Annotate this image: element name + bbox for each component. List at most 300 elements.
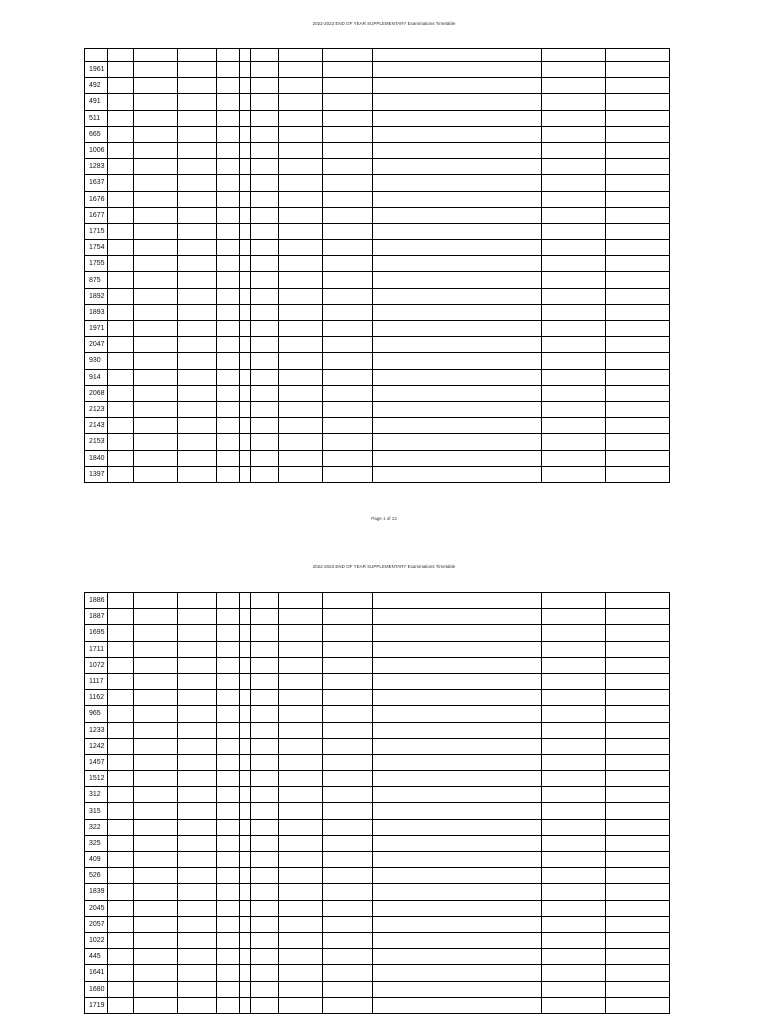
course-id-cell: 1971 (85, 321, 108, 337)
table-cell (134, 673, 178, 689)
table-cell (134, 401, 178, 417)
table-cell (240, 142, 251, 158)
table-cell (217, 900, 240, 916)
table-cell (217, 207, 240, 223)
table-cell (606, 641, 670, 657)
table-cell (606, 738, 670, 754)
table-cell (279, 434, 323, 450)
table-cell (178, 771, 217, 787)
course-id-cell: 1754 (85, 240, 108, 256)
table-cell (108, 353, 134, 369)
table-cell (323, 738, 373, 754)
table-cell (240, 997, 251, 1013)
table-cell (240, 932, 251, 948)
table-cell (323, 110, 373, 126)
table-cell (373, 738, 542, 754)
table-row (85, 256, 670, 272)
table-cell (217, 401, 240, 417)
table-cell (240, 223, 251, 239)
table-cell (323, 434, 373, 450)
table-cell (251, 321, 279, 337)
table-cell (542, 657, 606, 673)
table-cell (178, 288, 217, 304)
table-row (85, 142, 670, 158)
table-cell (373, 690, 542, 706)
table-cell (178, 593, 217, 609)
table-cell (542, 868, 606, 884)
table-cell (178, 62, 217, 78)
table-cell (217, 884, 240, 900)
table-cell (373, 401, 542, 417)
table-cell (240, 706, 251, 722)
table-cell (240, 94, 251, 110)
table-cell (217, 803, 240, 819)
table-cell (279, 916, 323, 932)
table-cell (251, 369, 279, 385)
table-row (85, 401, 670, 417)
course-id-cell: 409 (85, 852, 108, 868)
table-cell (134, 207, 178, 223)
table-cell (108, 673, 134, 689)
table-cell (240, 272, 251, 288)
course-id-cell: 1839 (85, 884, 108, 900)
table-row (85, 272, 670, 288)
table-cell (217, 625, 240, 641)
table-cell (134, 159, 178, 175)
table-cell (108, 369, 134, 385)
table-cell (108, 207, 134, 223)
table-cell (108, 401, 134, 417)
table-cell (240, 949, 251, 965)
course-id-cell: 1887 (85, 609, 108, 625)
table-cell (178, 965, 217, 981)
table-row (85, 673, 670, 689)
table-cell (240, 49, 251, 62)
table-row (85, 369, 670, 385)
table-cell (279, 223, 323, 239)
table-cell (542, 916, 606, 932)
table-cell (251, 884, 279, 900)
table-cell (178, 609, 217, 625)
table-cell (178, 803, 217, 819)
table-cell (134, 787, 178, 803)
table-row (85, 835, 670, 851)
table-cell (542, 450, 606, 466)
table-row (85, 852, 670, 868)
table-cell (217, 690, 240, 706)
table-cell (251, 949, 279, 965)
table-cell (542, 49, 606, 62)
table-cell (108, 787, 134, 803)
table-cell (134, 110, 178, 126)
table-row (85, 965, 670, 981)
course-id-cell: 312 (85, 787, 108, 803)
table-cell (542, 754, 606, 770)
table-cell (373, 819, 542, 835)
table-cell (606, 94, 670, 110)
table-cell (251, 641, 279, 657)
table-cell (240, 401, 251, 417)
table-cell (217, 142, 240, 158)
table-cell (251, 803, 279, 819)
table-cell (134, 657, 178, 673)
table-cell (240, 835, 251, 851)
table-row (85, 819, 670, 835)
table-cell (251, 418, 279, 434)
table-cell (108, 706, 134, 722)
table-cell (606, 835, 670, 851)
table-cell (108, 949, 134, 965)
table-row (85, 159, 670, 175)
course-id-cell: 1840 (85, 450, 108, 466)
table-cell (373, 593, 542, 609)
table-row (85, 884, 670, 900)
table-cell (279, 884, 323, 900)
table-row (85, 738, 670, 754)
table-cell (251, 835, 279, 851)
course-id-cell: 1893 (85, 304, 108, 320)
table-cell (108, 803, 134, 819)
table-row (85, 787, 670, 803)
table-cell (134, 625, 178, 641)
table-cell (542, 369, 606, 385)
table-cell (240, 369, 251, 385)
table-cell (323, 272, 373, 288)
table-cell (542, 932, 606, 948)
table-cell (373, 207, 542, 223)
table-cell (178, 787, 217, 803)
table-cell (240, 625, 251, 641)
table-row (85, 754, 670, 770)
table-cell (217, 418, 240, 434)
table-cell (240, 690, 251, 706)
table-cell (373, 932, 542, 948)
table-cell (217, 62, 240, 78)
table-cell (217, 288, 240, 304)
table-cell (251, 256, 279, 272)
table-cell (240, 175, 251, 191)
table-cell (606, 385, 670, 401)
table-row (85, 191, 670, 207)
table-cell (373, 142, 542, 158)
table-cell (542, 673, 606, 689)
table-cell (323, 609, 373, 625)
table-cell (251, 110, 279, 126)
table-row (85, 916, 670, 932)
page-1-header: 2022-2023 END OF YEAR SUPPLEMENTARY Examinations Timetable (312, 21, 456, 26)
table-cell (606, 288, 670, 304)
table-cell (240, 852, 251, 868)
table-cell (542, 706, 606, 722)
table-cell (323, 159, 373, 175)
table-cell (178, 884, 217, 900)
table-cell (178, 401, 217, 417)
table-cell (606, 142, 670, 158)
table-cell (373, 288, 542, 304)
table-row (85, 625, 670, 641)
table-cell (606, 353, 670, 369)
table-cell (251, 657, 279, 673)
table-cell (542, 418, 606, 434)
table-cell (279, 690, 323, 706)
table-cell (542, 142, 606, 158)
table-cell (542, 787, 606, 803)
table-cell (542, 981, 606, 997)
table-cell (279, 868, 323, 884)
course-id-cell: 914 (85, 369, 108, 385)
table-cell (240, 916, 251, 932)
table-cell (251, 722, 279, 738)
table-row (85, 62, 670, 78)
table-cell (134, 240, 178, 256)
table-cell (178, 981, 217, 997)
table-row (85, 706, 670, 722)
table-cell (323, 997, 373, 1013)
table-cell (251, 932, 279, 948)
table-row (85, 997, 670, 1013)
table-cell (178, 738, 217, 754)
table-row (85, 593, 670, 609)
table-cell (373, 337, 542, 353)
table-cell (240, 900, 251, 916)
table-cell (323, 754, 373, 770)
table-cell (323, 337, 373, 353)
table-cell (240, 191, 251, 207)
table-cell (606, 223, 670, 239)
table-cell (240, 240, 251, 256)
table-cell (108, 159, 134, 175)
table-cell (178, 466, 217, 482)
table-cell (240, 722, 251, 738)
table-cell (240, 337, 251, 353)
table-cell (134, 223, 178, 239)
table-cell (108, 256, 134, 272)
table-cell (279, 641, 323, 657)
table-cell (251, 868, 279, 884)
table-cell (134, 126, 178, 142)
course-id-cell: 325 (85, 835, 108, 851)
table-cell (178, 932, 217, 948)
table-row (85, 868, 670, 884)
table-header-row (85, 49, 670, 62)
table-cell (134, 256, 178, 272)
table-cell (606, 49, 670, 62)
table-cell (178, 450, 217, 466)
table-cell (251, 916, 279, 932)
table-cell (373, 353, 542, 369)
table-cell (251, 852, 279, 868)
table-cell (240, 868, 251, 884)
course-id-cell: 2123 (85, 401, 108, 417)
table-row (85, 418, 670, 434)
table-cell (373, 159, 542, 175)
table-cell (217, 868, 240, 884)
table-cell (279, 997, 323, 1013)
table-cell (606, 673, 670, 689)
table-cell (373, 706, 542, 722)
table-row (85, 304, 670, 320)
table-cell (240, 657, 251, 673)
table-cell (373, 94, 542, 110)
table-cell (251, 738, 279, 754)
table-cell (542, 337, 606, 353)
table-cell (373, 49, 542, 62)
table-cell (108, 385, 134, 401)
table-cell (279, 401, 323, 417)
table-cell (323, 304, 373, 320)
table-cell (606, 932, 670, 948)
table-cell (217, 593, 240, 609)
table-cell (279, 657, 323, 673)
table-cell (134, 175, 178, 191)
table-cell (323, 900, 373, 916)
table-cell (251, 819, 279, 835)
table-cell (217, 819, 240, 835)
table-row (85, 434, 670, 450)
table-cell (108, 932, 134, 948)
table-cell (108, 641, 134, 657)
table-cell (373, 434, 542, 450)
table-cell (108, 240, 134, 256)
table-cell (178, 223, 217, 239)
table-cell (240, 754, 251, 770)
table-cell (279, 900, 323, 916)
table-cell (217, 159, 240, 175)
table-row (85, 657, 670, 673)
table-cell (108, 466, 134, 482)
table-cell (606, 78, 670, 94)
course-id-cell: 2057 (85, 916, 108, 932)
table-cell (373, 272, 542, 288)
table-cell (134, 434, 178, 450)
course-id-cell: 2143 (85, 418, 108, 434)
table-cell (373, 385, 542, 401)
table-cell (323, 965, 373, 981)
table-cell (606, 981, 670, 997)
table-cell (134, 819, 178, 835)
table-cell (606, 916, 670, 932)
table-cell (240, 418, 251, 434)
table-cell (542, 385, 606, 401)
table-cell (217, 771, 240, 787)
table-cell (542, 819, 606, 835)
table-cell (279, 609, 323, 625)
table-cell (217, 932, 240, 948)
table-cell (251, 450, 279, 466)
table-cell (134, 337, 178, 353)
table-cell (134, 641, 178, 657)
table-cell (240, 207, 251, 223)
table-cell (178, 304, 217, 320)
table-cell (279, 932, 323, 948)
table-cell (178, 690, 217, 706)
table-row (85, 385, 670, 401)
table-row (85, 223, 670, 239)
table-cell (178, 418, 217, 434)
table-cell (323, 49, 373, 62)
course-id-cell: 1676 (85, 191, 108, 207)
table-cell (178, 126, 217, 142)
table-cell (542, 321, 606, 337)
table-cell (217, 304, 240, 320)
table-cell (323, 819, 373, 835)
table-cell (217, 835, 240, 851)
table-cell (279, 240, 323, 256)
table-cell (542, 625, 606, 641)
table-cell (108, 94, 134, 110)
table-cell (279, 94, 323, 110)
course-id-cell: 1117 (85, 673, 108, 689)
table-cell (217, 369, 240, 385)
table-cell (606, 337, 670, 353)
table-cell (373, 722, 542, 738)
table-cell (108, 110, 134, 126)
table-cell (240, 159, 251, 175)
table-cell (240, 466, 251, 482)
table-cell (373, 997, 542, 1013)
table-cell (542, 835, 606, 851)
table-cell (240, 771, 251, 787)
course-id-cell: 1886 (85, 593, 108, 609)
table-row (85, 207, 670, 223)
table-cell (373, 418, 542, 434)
table-cell (217, 981, 240, 997)
table-cell (240, 78, 251, 94)
table-row (85, 321, 670, 337)
table-cell (279, 272, 323, 288)
table-cell (134, 593, 178, 609)
table-cell (323, 852, 373, 868)
table-cell (323, 949, 373, 965)
table-cell (108, 418, 134, 434)
table-cell (373, 126, 542, 142)
table-cell (217, 94, 240, 110)
table-cell (134, 738, 178, 754)
course-id-cell: 1162 (85, 690, 108, 706)
table-cell (134, 353, 178, 369)
table-cell (542, 722, 606, 738)
table-cell (134, 932, 178, 948)
course-id-cell: 1283 (85, 159, 108, 175)
table-cell (279, 466, 323, 482)
table-cell (134, 450, 178, 466)
timetable-page-2 (84, 592, 670, 1014)
table-cell (279, 353, 323, 369)
table-cell (134, 369, 178, 385)
table-cell (323, 641, 373, 657)
table-cell (217, 657, 240, 673)
table-cell (217, 949, 240, 965)
table-cell (251, 94, 279, 110)
course-id-cell: 322 (85, 819, 108, 835)
table-cell (134, 49, 178, 62)
table-cell (542, 223, 606, 239)
table-row (85, 466, 670, 482)
table-cell (542, 593, 606, 609)
table-cell (108, 722, 134, 738)
table-cell (251, 997, 279, 1013)
table-cell (279, 288, 323, 304)
table-cell (606, 272, 670, 288)
table-cell (108, 916, 134, 932)
table-cell (134, 304, 178, 320)
table-cell (373, 981, 542, 997)
table-cell (134, 690, 178, 706)
table-cell (323, 369, 373, 385)
table-cell (134, 288, 178, 304)
table-cell (217, 997, 240, 1013)
table-cell (178, 207, 217, 223)
